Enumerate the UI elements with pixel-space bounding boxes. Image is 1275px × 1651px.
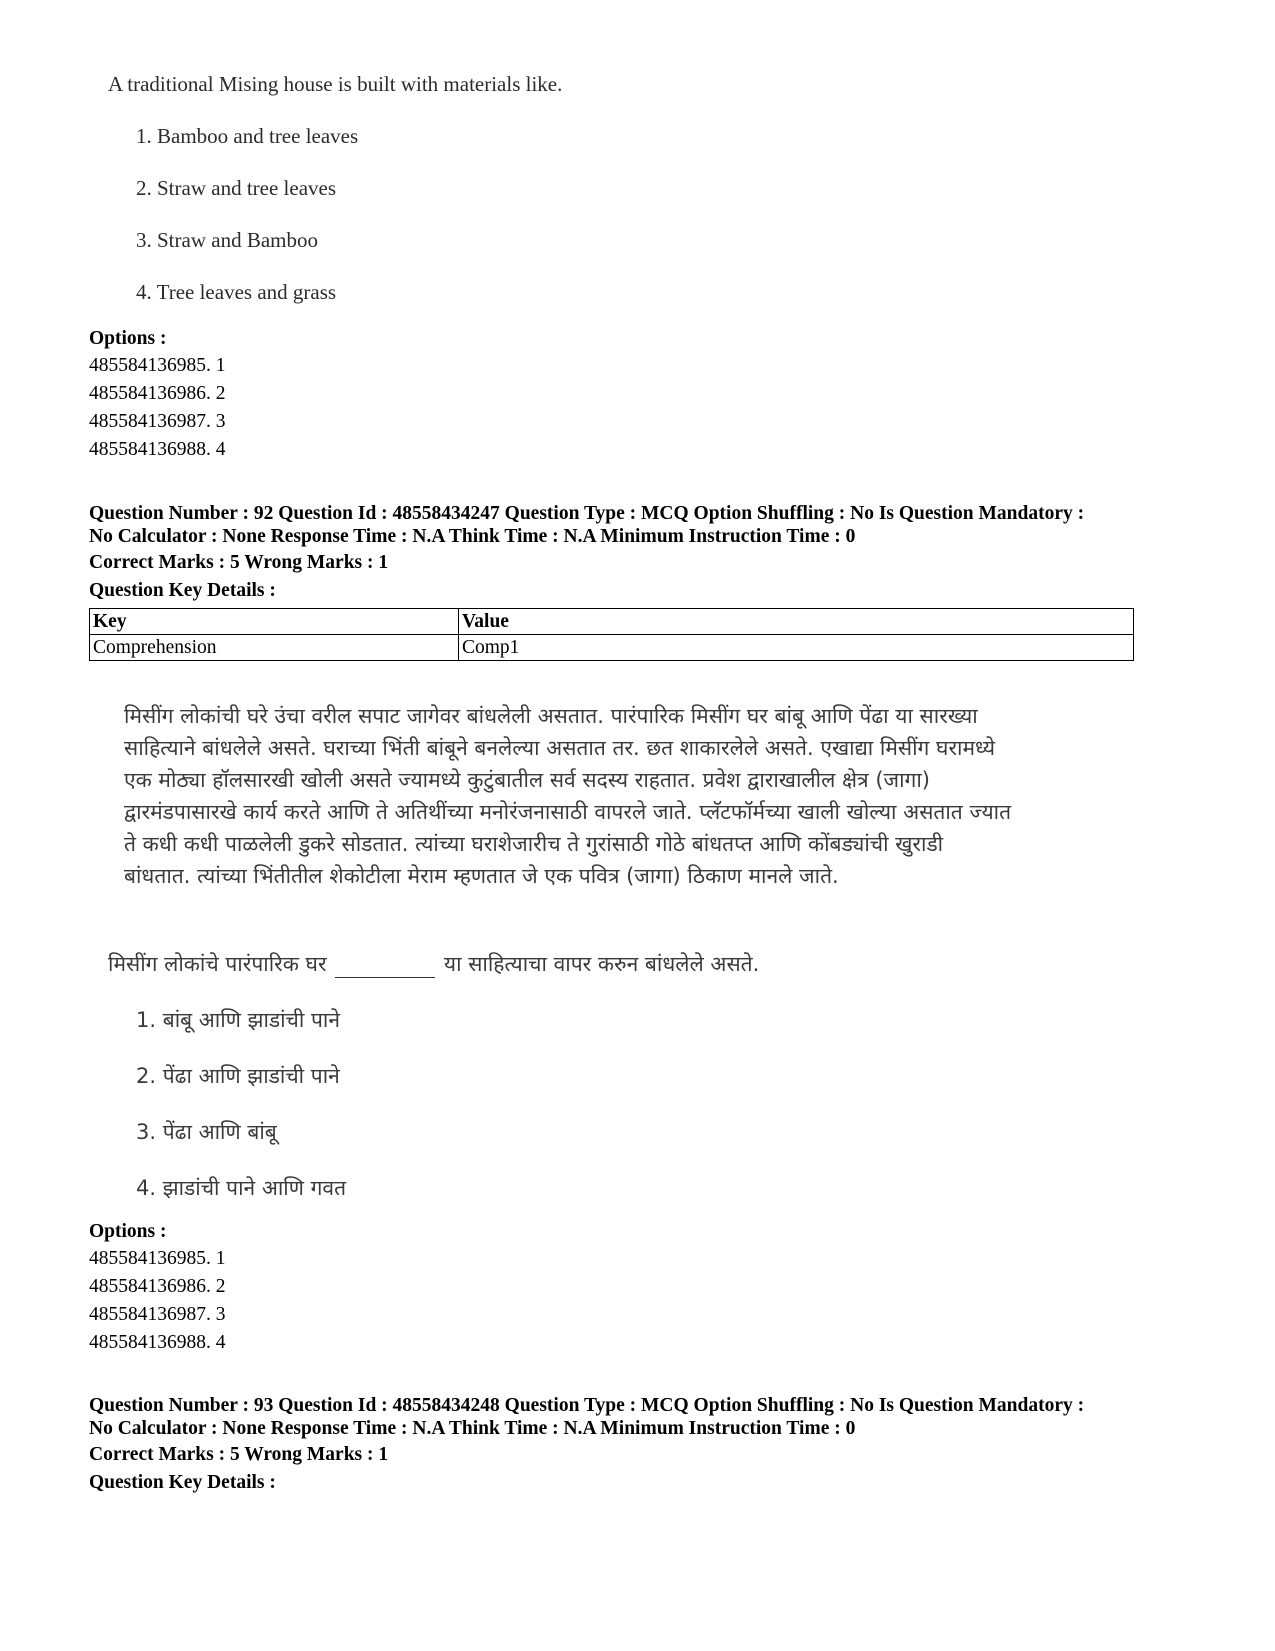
option-row: 485584136985. 1 (89, 355, 226, 376)
question-part-after: या साहित्याचा वापर करुन बांधलेले असते. (443, 952, 760, 976)
q92-question (108, 950, 759, 978)
table-header-value: Value (459, 609, 1134, 635)
q92-marks: Correct Marks : 5 Wrong Marks : 1 (89, 552, 389, 573)
passage-line: मिसींग लोकांची घरे उंचा वरील सपाट जागेवर बांधलेली असतात. पारंपारिक मिसींग घर बांबू आणि पेंढा या सारख्या (124, 704, 978, 728)
comprehension-passage (124, 700, 1134, 892)
q93-marks: Correct Marks : 5 Wrong Marks : 1 (89, 1444, 389, 1465)
q93-header (89, 1394, 1084, 1440)
table-header-row (90, 609, 1134, 635)
q93-key-details-label: Question Key Details : (89, 1472, 276, 1493)
q92-choice-4: 4. झाडांची पाने आणि गवत (136, 1176, 347, 1200)
question-text: A traditional Mising house is built with materials like. (108, 72, 563, 96)
option-row: 485584136987. 3 (89, 411, 226, 432)
options-label: Options : (89, 328, 167, 349)
q92-choice-1: 1. बांबू आणि झाडांची पाने (136, 1008, 341, 1032)
choice-2: 2. Straw and tree leaves (136, 176, 337, 200)
q92-header-line1: Question Number : 92 Question Id : 48558434247 Question Type : MCQ Option Shuffling : No Is Question Mandatory : (89, 503, 1085, 524)
passage-line: एक मोठ्या हॉलसारखी खोली असते ज्यामध्ये कुटुंबातील सर्व सदस्य राहतात. प्रवेश द्वाराखालील क्षेत्र (जागा) (124, 768, 930, 792)
option-row: 485584136988. 4 (89, 439, 226, 460)
option-row: 485584136985. 1 (89, 1248, 226, 1269)
choice-3: 3. Straw and Bamboo (136, 228, 318, 252)
q93-header-line2: No Calculator : None Response Time : N.A Think Time : N.A Minimum Instruction Time : 0 (89, 1418, 856, 1439)
table-cell-key: Comprehension (90, 635, 459, 661)
q92-key-details-label: Question Key Details : (89, 580, 276, 601)
q92-options-list (89, 1245, 226, 1357)
q92-header (89, 502, 1084, 548)
table-header-key: Key (90, 609, 459, 635)
option-row: 485584136986. 2 (89, 383, 226, 404)
q93-header-line1: Question Number : 93 Question Id : 48558434248 Question Type : MCQ Option Shuffling : No Is Question Mandatory : (89, 1395, 1085, 1416)
option-row: 485584136988. 4 (89, 1332, 226, 1353)
option-row: 485584136987. 3 (89, 1304, 226, 1325)
choice-1: 1. Bamboo and tree leaves (136, 124, 359, 148)
q92-choice-3: 3. पेंढा आणि बांबू (136, 1120, 277, 1144)
option-row: 485584136986. 2 (89, 1276, 226, 1297)
q92-choice-2: 2. पेंढा आणि झाडांची पाने (136, 1064, 340, 1088)
options-list (89, 352, 226, 464)
q92-header-line2: No Calculator : None Response Time : N.A Think Time : N.A Minimum Instruction Time : 0 (89, 526, 856, 547)
table-row (90, 635, 1134, 661)
choice-4: 4. Tree leaves and grass (136, 280, 337, 304)
key-value-table (89, 608, 1134, 661)
passage-line: साहित्याने बांधलेले असते. घराच्या भिंती बांबूने बनलेल्या असतात तर. छत शाकारलेले असते. एखाद्या मिसींग घरामध्ये (124, 736, 996, 760)
question-part-before: मिसींग लोकांचे पारंपारिक घर (108, 952, 327, 976)
table-cell-value: Comp1 (459, 635, 1134, 661)
passage-line: ते कधी कधी पाळलेली डुकरे सोडतात. त्यांच्या घराशेजारीच ते गुरांसाठी गोठे बांधतप्त आणि कोंबड्यांची खुराडी (124, 832, 944, 856)
passage-line: द्वारमंडपासारखे कार्य करते आणि ते अतिथींच्या मनोरंजनासाठी वापरले जाते. प्लॅटफॉर्मच्या खाली खोल्या असतात ज्यात (124, 800, 1012, 824)
answer-blank (335, 977, 435, 978)
passage-line: बांधतात. त्यांच्या भिंतीतील शेकोटीला मेराम म्हणतात जे एक पवित्र (जागा) ठिकाण मानले जाते. (124, 864, 839, 888)
q92-options-label: Options : (89, 1221, 167, 1242)
